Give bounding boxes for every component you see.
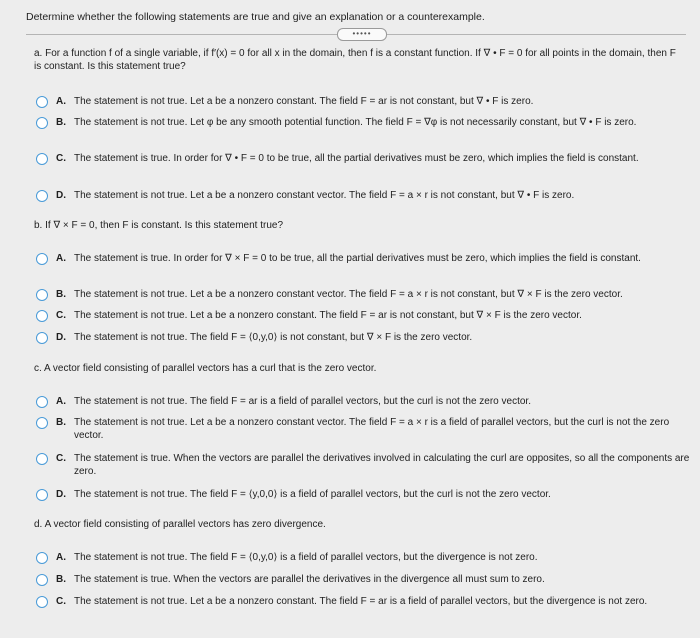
option-letter: A.: [56, 253, 66, 264]
radio-button[interactable]: [36, 453, 48, 465]
option-text: The statement is not true. Let a be a nonzero constant vector. The field F = a × r is a field of parallel vectors, but the curl is not the zero vector.: [74, 417, 670, 441]
option-text: The statement is true. In order for ∇ × F = 0 to be true, all the partial derivatives must be zero, which implies the field is constant.: [74, 253, 641, 264]
option-text: The statement is not true. The field F = ar is a field of parallel vectors, but the curl is not the zero vector.: [74, 396, 531, 407]
option-letter: A.: [56, 396, 66, 407]
option-letter: C.: [56, 310, 66, 321]
option-letter: B.: [56, 574, 66, 585]
option-letter: B.: [56, 417, 66, 428]
radio-button[interactable]: [36, 153, 48, 165]
question-b-prompt: b. If ∇ × F = 0, then F is constant. Is this statement true?: [34, 220, 284, 231]
question-a-prompt: a. For a function f of a single variable, if f′(x) = 0 for all x in the domain, then f is a constant function. If ∇ • F = 0 for all points in the domain, then F is constant. Is this statement true?: [34, 48, 676, 72]
option-text: The statement is not true. The field F = ⟨0,y,0⟩ is a field of parallel vectors, but the divergence is not zero.: [74, 552, 538, 563]
option-letter: D.: [56, 332, 66, 343]
option-letter: C.: [56, 453, 66, 464]
question-c-prompt: c. A vector field consisting of parallel vectors has a curl that is the zero vector.: [34, 363, 377, 374]
option-text: The statement is not true. Let a be a nonzero constant. The field F = ar is not constant, but ∇ • F is zero.: [74, 96, 534, 107]
option-text: The statement is true. In order for ∇ • F = 0 to be true, all the partial derivatives must be zero, which implies the field is constant.: [74, 153, 639, 164]
option-letter: D.: [56, 190, 66, 201]
radio-button[interactable]: [36, 552, 48, 564]
option-text: The statement is true. When the vectors are parallel the derivatives in the divergence all must sum to zero.: [74, 574, 545, 585]
radio-button[interactable]: [36, 396, 48, 408]
expand-dots-button[interactable]: •••••: [337, 28, 387, 41]
radio-button[interactable]: [36, 310, 48, 322]
radio-button[interactable]: [36, 489, 48, 501]
option-text: The statement is not true. Let a be a nonzero constant vector. The field F = a × r is not constant, but ∇ × F is the zero vector.: [74, 289, 623, 300]
option-letter: D.: [56, 489, 66, 500]
radio-button[interactable]: [36, 117, 48, 129]
option-text: The statement is not true. Let a be a nonzero constant vector. The field F = a × r is not constant, but ∇ • F is zero.: [74, 190, 575, 201]
option-letter: A.: [56, 96, 66, 107]
question-d-prompt: d. A vector field consisting of parallel vectors has zero divergence.: [34, 519, 326, 530]
option-text: The statement is not true. Let φ be any smooth potential function. The field F = ∇φ is not necessarily constant, but ∇ • F is zero.: [74, 117, 637, 128]
option-letter: A.: [56, 552, 66, 563]
option-text: The statement is true. When the vectors are parallel the derivatives involved in calculating the curl are opposites, so all the components are zero.: [74, 453, 690, 477]
option-text: The statement is not true. Let a be a nonzero constant. The field F = ar is not constant, but ∇ × F is the zero vector.: [74, 310, 582, 321]
option-letter: C.: [56, 596, 66, 607]
radio-button[interactable]: [36, 96, 48, 108]
radio-button[interactable]: [36, 596, 48, 608]
instructions: Determine whether the following statements are true and give an explanation or a counterexample.: [26, 11, 485, 23]
option-text: The statement is not true. The field F = ⟨0,y,0⟩ is not constant, but ∇ × F is the zero vector.: [74, 332, 473, 343]
option-text: The statement is not true. Let a be a nonzero constant. The field F = ar is a field of parallel vectors, but the divergence is not zero.: [74, 596, 648, 607]
radio-button[interactable]: [36, 190, 48, 202]
radio-button[interactable]: [36, 289, 48, 301]
radio-button[interactable]: [36, 332, 48, 344]
option-letter: B.: [56, 117, 66, 128]
radio-button[interactable]: [36, 253, 48, 265]
radio-button[interactable]: [36, 417, 48, 429]
option-text: The statement is not true. The field F = ⟨y,0,0⟩ is a field of parallel vectors, but the curl is not the zero vector.: [74, 489, 551, 500]
option-letter: C.: [56, 153, 66, 164]
option-letter: B.: [56, 289, 66, 300]
radio-button[interactable]: [36, 574, 48, 586]
